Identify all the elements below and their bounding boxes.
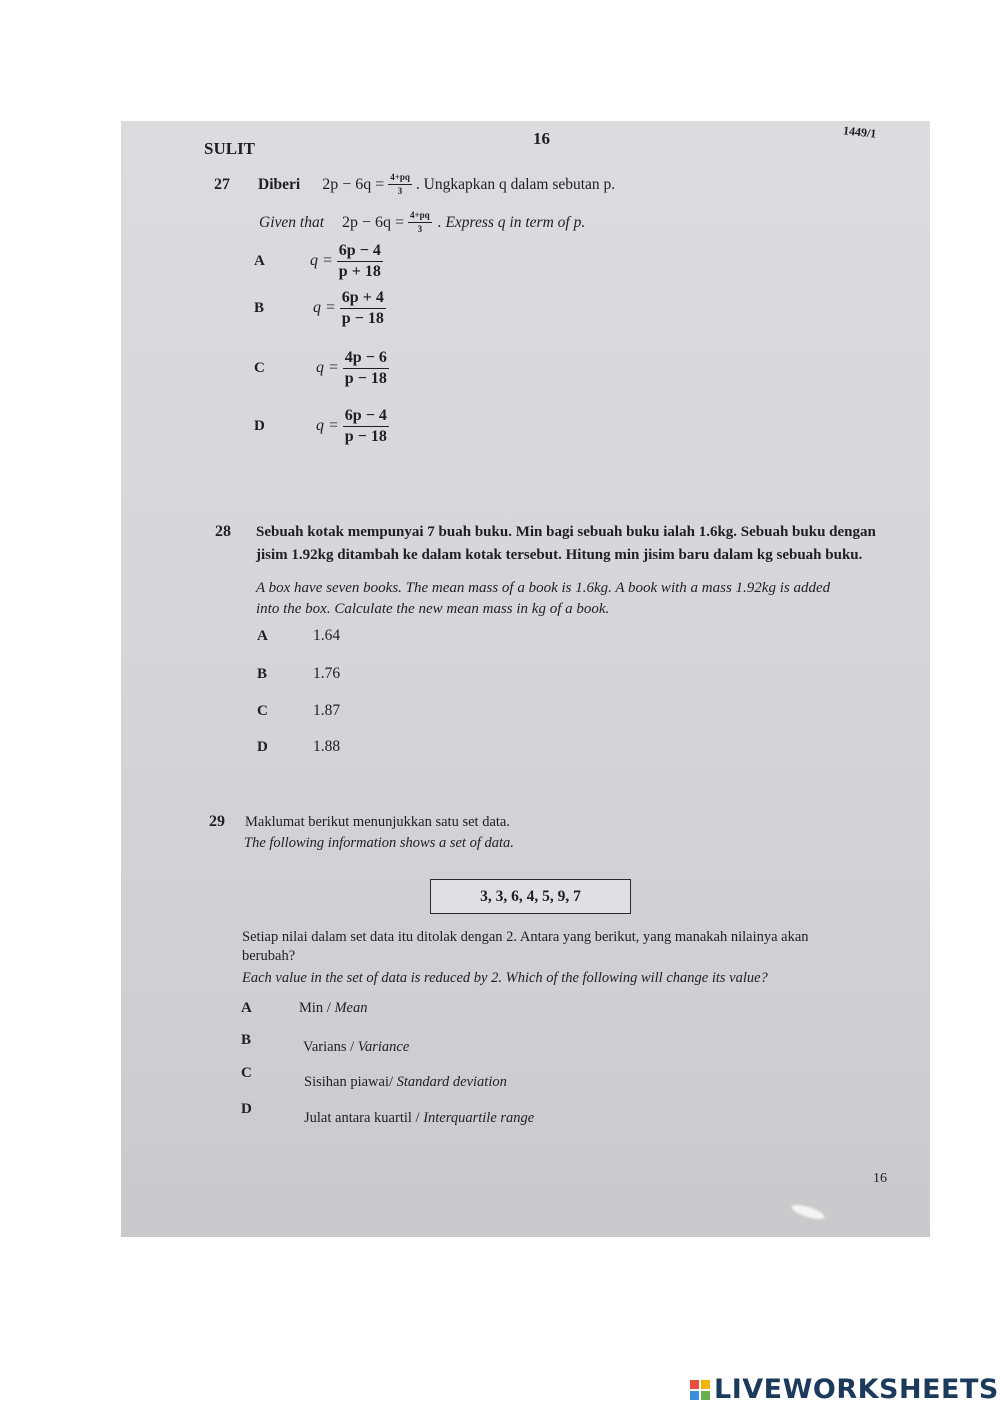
q27-en-frac-num: 4+pq bbox=[408, 211, 432, 223]
q27-ms-fraction bbox=[388, 173, 412, 196]
q29-option-a-letter: A bbox=[241, 1000, 252, 1016]
q27-ms-suffix: . Ungkapkan q dalam sebutan p. bbox=[415, 175, 616, 193]
q28-option-b-letter: B bbox=[257, 666, 268, 682]
q28-option-c-letter: C bbox=[257, 703, 268, 719]
q27-option-d-letter: D bbox=[254, 418, 265, 435]
q29-option-a-english: Mean bbox=[334, 1000, 368, 1016]
q28-option-b-value: 1.76 bbox=[313, 665, 341, 682]
q27-option-a-lhs: q = bbox=[310, 252, 333, 270]
q28-option-c[interactable] bbox=[257, 702, 340, 720]
q27-option-c-lhs: q = bbox=[316, 359, 339, 377]
q29-option-c-letter: C bbox=[241, 1065, 252, 1081]
question-28-malay-line2: jisim 1.92kg ditambah ke dalam kotak tersebut. Hitung min jisim baru dalam kg sebuah buku. bbox=[256, 547, 863, 563]
q27-option-b-fraction bbox=[340, 290, 386, 327]
q28-option-d-letter: D bbox=[257, 739, 268, 755]
q29-option-d[interactable] bbox=[241, 1101, 535, 1126]
liveworksheets-logo bbox=[690, 1374, 999, 1405]
question-27-english bbox=[259, 211, 585, 234]
q27-option-b[interactable] bbox=[254, 290, 386, 327]
data-set-box: 3, 3, 6, 4, 5, 9, 7 bbox=[430, 879, 631, 914]
light-glare bbox=[790, 1202, 825, 1222]
question-29-malay-line2: berubah? bbox=[242, 948, 296, 964]
q27-option-b-lhs: q = bbox=[313, 299, 336, 317]
q27-option-b-den: p − 18 bbox=[341, 310, 384, 327]
sulit-label: SULIT bbox=[204, 139, 256, 158]
q27-option-d-fraction bbox=[343, 408, 389, 445]
question-29-number: 29 bbox=[209, 813, 225, 830]
q28-option-b[interactable] bbox=[257, 665, 340, 683]
q27-en-suffix: . Express q in term of p. bbox=[437, 213, 586, 231]
q27-option-c-num: 4p − 6 bbox=[343, 350, 389, 369]
q29-option-d-english: Interquartile range bbox=[423, 1110, 535, 1126]
q29-option-b-english: Variance bbox=[357, 1039, 410, 1055]
question-29-malay-intro: Maklumat berikut menunjukkan satu set data. bbox=[245, 814, 510, 830]
q28-option-a-letter: A bbox=[257, 628, 268, 644]
q27-option-c-den: p − 18 bbox=[344, 370, 387, 387]
page-number-bottom: 16 bbox=[873, 1171, 887, 1186]
page-number-top: 16 bbox=[533, 129, 550, 148]
q29-option-c-malay: Sisihan piawai/ bbox=[304, 1074, 397, 1090]
q29-option-d-letter: D bbox=[241, 1101, 252, 1117]
q27-en-fraction bbox=[408, 211, 432, 234]
q28-option-c-value: 1.87 bbox=[313, 702, 341, 719]
q27-option-a-fraction bbox=[337, 243, 383, 280]
q27-ms-frac-den: 3 bbox=[397, 186, 403, 196]
question-28-malay-line1: Sebuah kotak mempunyai 7 buah buku. Min bagi sebuah buku ialah 1.6kg. Sebuah buku dengan bbox=[256, 524, 876, 540]
brand-name: LIVEWORKSHEETS bbox=[714, 1374, 999, 1405]
q28-option-d[interactable] bbox=[257, 738, 340, 756]
q29-option-c-english: Standard deviation bbox=[396, 1074, 507, 1090]
question-28-english-line1: A box have seven books. The mean mass of a book is 1.6kg. A book with a mass 1.92kg is added bbox=[256, 580, 831, 596]
q27-option-d-den: p − 18 bbox=[344, 428, 387, 445]
q27-option-a-num: 6p − 4 bbox=[337, 243, 383, 262]
q27-option-c[interactable] bbox=[254, 350, 389, 387]
q28-option-a-value: 1.64 bbox=[313, 627, 341, 644]
question-28-english-line2: into the box. Calculate the new mean mass in kg of a book. bbox=[256, 601, 610, 617]
q29-option-b-malay: Varians / bbox=[303, 1039, 358, 1055]
q27-ms-prefix: Diberi bbox=[258, 175, 301, 193]
q27-option-c-fraction bbox=[343, 350, 389, 387]
q29-option-d-malay: Julat antara kuartil / bbox=[304, 1110, 424, 1126]
q27-option-b-num: 6p + 4 bbox=[340, 290, 386, 309]
question-28-number: 28 bbox=[215, 523, 231, 540]
question-29-malay-line1: Setiap nilai dalam set data itu ditolak dengan 2. Antara yang berikut, yang manakah nilainya akan bbox=[242, 929, 809, 945]
q27-option-b-letter: B bbox=[254, 300, 265, 317]
q29-option-b[interactable] bbox=[241, 1032, 410, 1055]
scanned-exam-page bbox=[121, 121, 930, 1237]
q27-ms-lhs: 2p − 6q = bbox=[322, 175, 385, 193]
q28-option-a[interactable] bbox=[257, 627, 340, 645]
question-29-english-intro: The following information shows a set of data. bbox=[244, 835, 514, 851]
q27-en-frac-den: 3 bbox=[417, 224, 423, 234]
q27-option-d-num: 6p − 4 bbox=[343, 408, 389, 427]
paper-code: 1449/1 bbox=[842, 123, 878, 141]
q27-ms-frac-num: 4+pq bbox=[388, 173, 412, 185]
logo-square-blue bbox=[690, 1391, 699, 1400]
q27-option-c-letter: C bbox=[254, 360, 265, 377]
q27-en-prefix: Given that bbox=[259, 213, 324, 231]
q27-option-d-lhs: q = bbox=[316, 417, 339, 435]
logo-square-yellow bbox=[701, 1380, 710, 1389]
question-27-malay bbox=[258, 173, 615, 196]
logo-square-red bbox=[690, 1380, 699, 1389]
q29-option-c[interactable] bbox=[241, 1065, 507, 1090]
q27-option-a-letter: A bbox=[254, 253, 265, 270]
q29-option-a-malay: Min / bbox=[299, 1000, 335, 1016]
q27-en-lhs: 2p − 6q = bbox=[342, 213, 405, 231]
question-27-number: 27 bbox=[214, 176, 230, 193]
q27-option-d[interactable] bbox=[254, 408, 389, 445]
q27-option-a[interactable] bbox=[254, 243, 383, 280]
liveworksheets-mark-icon bbox=[690, 1380, 710, 1400]
q29-option-a[interactable] bbox=[241, 999, 367, 1017]
q29-option-b-letter: B bbox=[241, 1032, 252, 1048]
q27-option-a-den: p + 18 bbox=[338, 263, 381, 280]
logo-square-green bbox=[701, 1391, 710, 1400]
q28-option-d-value: 1.88 bbox=[313, 738, 341, 755]
question-29-english-question: Each value in the set of data is reduced by 2. Which of the following will change its value? bbox=[242, 970, 768, 986]
